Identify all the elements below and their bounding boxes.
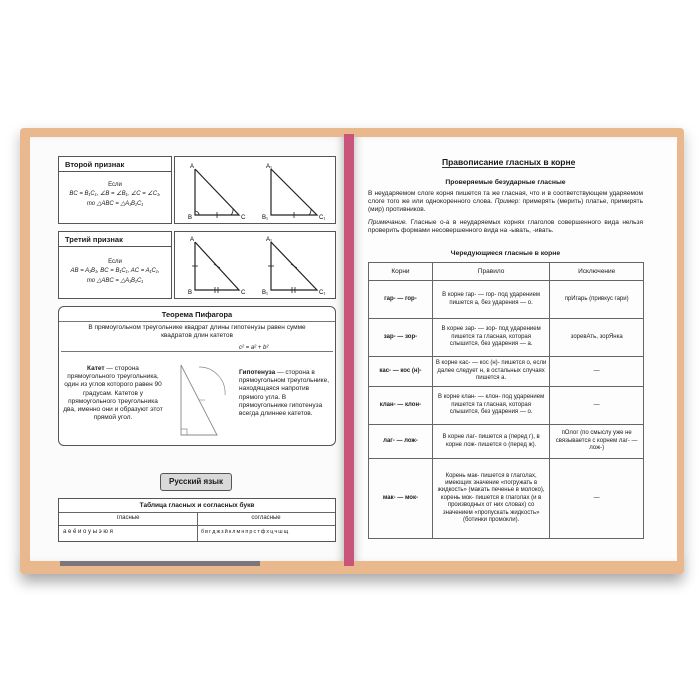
exception-cell: —: [550, 387, 644, 425]
rule-text: В неударяемом слоге корня пишется та же гласная, что и в соответствующем ударяемом слоге того же или однокоренного слова.: [368, 190, 643, 206]
example-text: примерять (мерить) платье, примирять (мир) противников.: [368, 198, 643, 214]
hypotenuse-definition: [239, 369, 331, 418]
leg-term: Катет: [87, 365, 105, 372]
rule-cell: В корне зар- — зор- под ударением пишется та гласная, которая слышится, без ударения — а.: [432, 319, 549, 357]
criterion2-box: [58, 156, 172, 224]
right-triangle-figure: [169, 355, 237, 443]
note-text: Гласные о-а в неударяемых корнях глаголов совершенного вида нельзя проверить формами несовершенного вида на -ывать, -ивать.: [368, 219, 643, 235]
criterion3-box: [58, 231, 172, 299]
criterion3-title: Третий признак: [65, 235, 123, 244]
exception-cell: пОлог (по смыслу уже не связывается с корнем лаг- — лож-): [550, 425, 644, 459]
label-C: C: [241, 290, 246, 296]
note-label: Примечание.: [368, 219, 408, 226]
exception-cell: —: [550, 459, 644, 539]
letters-table-title: Таблица гласных и согласных букв: [139, 502, 255, 509]
note-paragraph: [368, 219, 643, 235]
criterion2-cond: BC = B₁C₁, ∠B = ∠B₁, ∠C = ∠C₁,: [69, 191, 161, 197]
pythagoras-box: [58, 306, 336, 446]
triangles-figure-2: [175, 157, 335, 223]
example-label: Пример:: [494, 198, 521, 206]
hyp-term: Гипотенуза: [239, 369, 276, 376]
label-A: A: [190, 164, 195, 170]
right-title: Правописание гласных в корне: [442, 157, 576, 167]
root-cell: клан- — клон-: [369, 387, 433, 425]
criterion2-if: Если: [108, 182, 122, 188]
vowels-list: а е ё и о у ы э ю я: [63, 529, 113, 535]
exception-cell: —: [550, 357, 644, 387]
rule-cell: В корне гар- — гор- под ударением пишется а, без ударения — о.: [432, 281, 549, 319]
russian-header: Русский язык: [168, 477, 224, 486]
rule-paragraph: [368, 190, 643, 215]
table-header-row: [369, 263, 644, 281]
criterion3-if: Если: [108, 259, 122, 265]
triangles-figure-3: [175, 232, 335, 298]
root-cell: гар- — гор-: [369, 281, 433, 319]
criterion3-then: то △ABC = △A₁B₁C₁: [86, 278, 144, 284]
label-A1: A₁: [266, 164, 273, 170]
rule-cell: В корне лаг- пишется а (перед г), в корне лож- пишется о (перед ж).: [432, 425, 549, 459]
label-C1: C₁: [319, 290, 326, 296]
leg-text: — сторона прямоугольного треугольника, один из углов которого равен 90 градусам. Катетов у прямоугольного треугольника два, именно они и образуют этот прямой угол.: [63, 365, 163, 422]
criterion2-figure: [174, 156, 336, 224]
label-C1: C₁: [319, 215, 326, 221]
label-B: B: [188, 215, 193, 221]
book-spine: [344, 134, 354, 566]
rule-cell: В корне кас- — кос (н)- пишется о, если далее следует н, в остальных случаях пишется а.: [432, 357, 549, 387]
table-title: Чередующиеся гласные в корне: [450, 250, 561, 257]
label-A: A: [190, 237, 195, 243]
criterion3-figure: [174, 231, 336, 299]
hyp-text: — сторона в прямоугольном треугольнике, находящаяся напротив прямого угла. В прямоугольнике гипотенуза всегда длиннее катетов.: [239, 369, 330, 418]
table-row: [369, 459, 644, 539]
table-row: [369, 281, 644, 319]
root-cell: кас- — кос (н)-: [369, 357, 433, 387]
table-row: [369, 425, 644, 459]
label-C: C: [241, 215, 246, 221]
rule-cell: Корень мак- пишется в глаголах, имеющих значение «погружать в жидкость» (макать печенье в молоко), корень мок- пишется в глаголах (и в производных от них словах) со значением «пропускать жидкость» (ботинки промокли).: [432, 459, 549, 539]
table-row: [369, 387, 644, 425]
criterion3-cond: AB = A₁B₁, BC = B₁C₁, AC = A₁C₁,: [70, 268, 160, 274]
letters-table-box: [58, 498, 336, 542]
pythagoras-title: Теорема Пифагора: [161, 310, 233, 319]
rule-cell: В корне клан- — клон- под ударением пишется та гласная, которая слышится, без ударения — о.: [432, 387, 549, 425]
right-subtitle: Проверяемые безударные гласные: [445, 179, 566, 186]
vowels-header: гласные: [116, 515, 140, 521]
table-row: [369, 319, 644, 357]
leg-definition: [63, 365, 163, 422]
root-cell: мак- — мок-: [369, 459, 433, 539]
label-B: B: [188, 290, 193, 296]
consonants-list: б в г д ж з й к л м н п р с т ф х ц ч ш щ: [201, 529, 288, 535]
label-B1: B₁: [262, 215, 269, 221]
consonants-header: согласные: [251, 515, 281, 521]
exception-cell: зоревАть, зорЯнка: [550, 319, 644, 357]
table-row: [369, 357, 644, 387]
label-A1: A₁: [266, 237, 273, 243]
exception-cell: прИгарь (привкус гари): [550, 281, 644, 319]
pythagoras-formula: c² = a² + b²: [239, 345, 269, 351]
header-roots: Корни: [369, 263, 433, 281]
header-rule: Правило: [432, 263, 549, 281]
alternating-roots-table: [368, 262, 644, 539]
label-B1: B₁: [262, 290, 269, 296]
root-cell: зар- — зор-: [369, 319, 433, 357]
header-exception: Исключение: [550, 263, 644, 281]
criterion2-then: то △ABC = △A₁B₁C₁: [86, 201, 144, 207]
pythagoras-text: В прямоугольном треугольнике квадрат длины гипотенузы равен сумме квадратов длин катетов: [88, 324, 306, 340]
russian-header-band: [160, 473, 232, 491]
criterion2-title: Второй признак: [65, 160, 125, 169]
root-cell: лаг- — лож-: [369, 425, 433, 459]
